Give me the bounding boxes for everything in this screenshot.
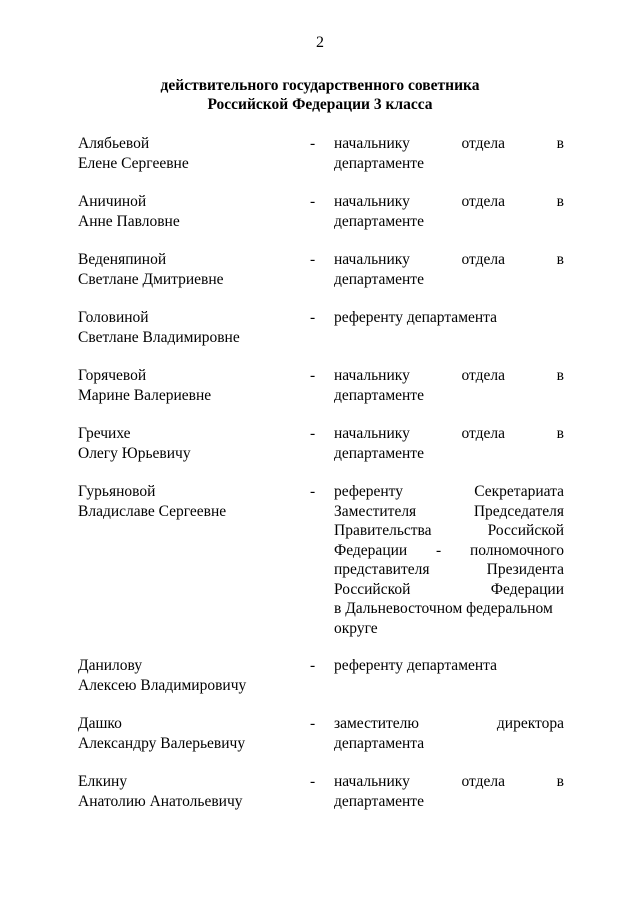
position-word: начальнику <box>334 425 410 442</box>
position-word: - <box>435 541 442 559</box>
position-word: начальнику <box>334 193 410 210</box>
separator-dash: - <box>310 309 316 326</box>
position-line <box>334 250 564 270</box>
position-word: департаменте <box>334 792 424 810</box>
position-line <box>334 656 564 676</box>
position-word: отдела <box>461 135 505 152</box>
person-surname: Елкину <box>78 773 128 790</box>
position-title <box>334 772 564 811</box>
position-word: Российской <box>334 580 411 598</box>
position-title <box>334 192 564 231</box>
position-word: в <box>556 773 564 790</box>
position-word: Президента <box>486 561 564 578</box>
position-title <box>334 250 564 289</box>
position-word: департамента <box>334 734 425 752</box>
person-name <box>78 134 298 173</box>
position-line <box>334 444 564 464</box>
position-word: начальнику <box>334 367 410 384</box>
position-word: в <box>556 193 564 210</box>
person-name <box>78 772 298 811</box>
person-given-names: Владиславе Сергеевне <box>78 502 227 520</box>
position-word: в <box>556 367 564 384</box>
position-word: департаменте <box>334 270 424 288</box>
position-line <box>334 212 564 232</box>
position-title <box>334 714 564 753</box>
person-given-names: Алексею Владимировичу <box>78 676 247 694</box>
position-word: начальнику <box>334 773 410 790</box>
position-word: Федерации <box>490 580 564 598</box>
person-surname: Головиной <box>78 309 149 326</box>
position-title <box>334 424 564 463</box>
position-word: отдела <box>461 425 505 442</box>
separator-dash: - <box>310 135 316 152</box>
person-surname: Дашко <box>78 715 122 732</box>
position-word: департаменте <box>334 212 424 230</box>
position-title <box>334 308 564 328</box>
separator-dash: - <box>310 483 316 500</box>
person-given-names: Светлане Дмитриевне <box>78 270 224 288</box>
position-word: в Дальневосточном федеральном <box>334 600 553 617</box>
person-given-names: Елене Сергеевне <box>78 154 189 172</box>
position-word: представителя <box>334 561 430 578</box>
person-surname: Данилову <box>78 657 143 674</box>
person-name <box>78 424 298 463</box>
position-line <box>334 734 564 754</box>
person-surname: Алябьевой <box>78 135 150 152</box>
person-given-names: Анне Павловне <box>78 212 180 230</box>
position-line <box>334 619 564 639</box>
position-word: Правительства <box>334 522 432 539</box>
position-line <box>334 482 564 502</box>
person-surname: Гурьяновой <box>78 483 156 500</box>
page-number: 2 <box>316 34 324 51</box>
separator-dash: - <box>310 367 316 384</box>
position-title <box>334 366 564 405</box>
person-surname: Веденяпиной <box>78 251 167 268</box>
position-word: отдела <box>461 193 505 210</box>
person-name <box>78 656 298 695</box>
person-given-names: Александру Валерьевичу <box>78 734 246 752</box>
position-word: Председателя <box>473 502 564 520</box>
position-word: в <box>556 135 564 152</box>
position-line <box>334 502 564 522</box>
position-line <box>334 521 564 541</box>
position-word: заместителю <box>334 715 419 732</box>
position-word: в <box>556 251 564 268</box>
person-given-names: Марине Валериевне <box>78 386 212 404</box>
heading-line-2: Российской Федерации 3 класса <box>207 96 433 113</box>
separator-dash: - <box>310 425 316 442</box>
position-line <box>334 772 564 792</box>
position-word: начальнику <box>334 135 410 152</box>
position-word: округе <box>334 619 378 637</box>
heading-line-1: действительного государственного советника <box>160 77 480 94</box>
position-title <box>334 134 564 173</box>
separator-dash: - <box>310 251 316 268</box>
person-surname: Аничиной <box>78 193 147 210</box>
position-line <box>334 134 564 154</box>
position-word: отдела <box>461 367 505 384</box>
position-line <box>334 308 564 328</box>
person-name <box>78 482 298 521</box>
person-surname: Горячевой <box>78 367 147 384</box>
position-word: референту департамента <box>334 657 498 674</box>
position-line <box>334 599 564 619</box>
position-line <box>334 541 564 561</box>
person-name <box>78 250 298 289</box>
person-name <box>78 192 298 231</box>
separator-dash: - <box>310 657 316 674</box>
separator-dash: - <box>310 773 316 790</box>
position-word: департаменте <box>334 154 424 172</box>
section-heading <box>0 76 640 114</box>
position-word: департаменте <box>334 444 424 462</box>
person-name <box>78 366 298 405</box>
position-line <box>334 366 564 386</box>
person-given-names: Светлане Владимировне <box>78 328 240 346</box>
position-word: Федерации <box>334 541 408 559</box>
position-word: референту <box>334 483 403 500</box>
position-line <box>334 580 564 600</box>
position-word: полномочного <box>469 541 564 559</box>
position-line <box>334 714 564 734</box>
separator-dash: - <box>310 715 316 732</box>
person-name <box>78 308 298 347</box>
position-word: департаменте <box>334 386 424 404</box>
position-line <box>334 386 564 406</box>
position-word: Заместителя <box>334 502 417 520</box>
position-line <box>334 270 564 290</box>
person-name <box>78 714 298 753</box>
position-word: директора <box>496 715 564 732</box>
person-surname: Гречихе <box>78 425 131 442</box>
position-title <box>334 656 564 676</box>
position-word: референту департамента <box>334 309 498 326</box>
position-line <box>334 560 564 580</box>
person-given-names: Анатолию Анатольевичу <box>78 792 243 810</box>
position-line <box>334 154 564 174</box>
position-line <box>334 192 564 212</box>
position-word: Российской <box>487 522 564 539</box>
position-word: отдела <box>461 773 505 790</box>
separator-dash: - <box>310 193 316 210</box>
position-word: начальнику <box>334 251 410 268</box>
position-title <box>334 482 564 638</box>
position-word: в <box>556 425 564 442</box>
position-line <box>334 424 564 444</box>
position-word: отдела <box>461 251 505 268</box>
position-line <box>334 792 564 812</box>
person-given-names: Олегу Юрьевичу <box>78 444 191 462</box>
position-word: Секретариата <box>474 483 564 500</box>
